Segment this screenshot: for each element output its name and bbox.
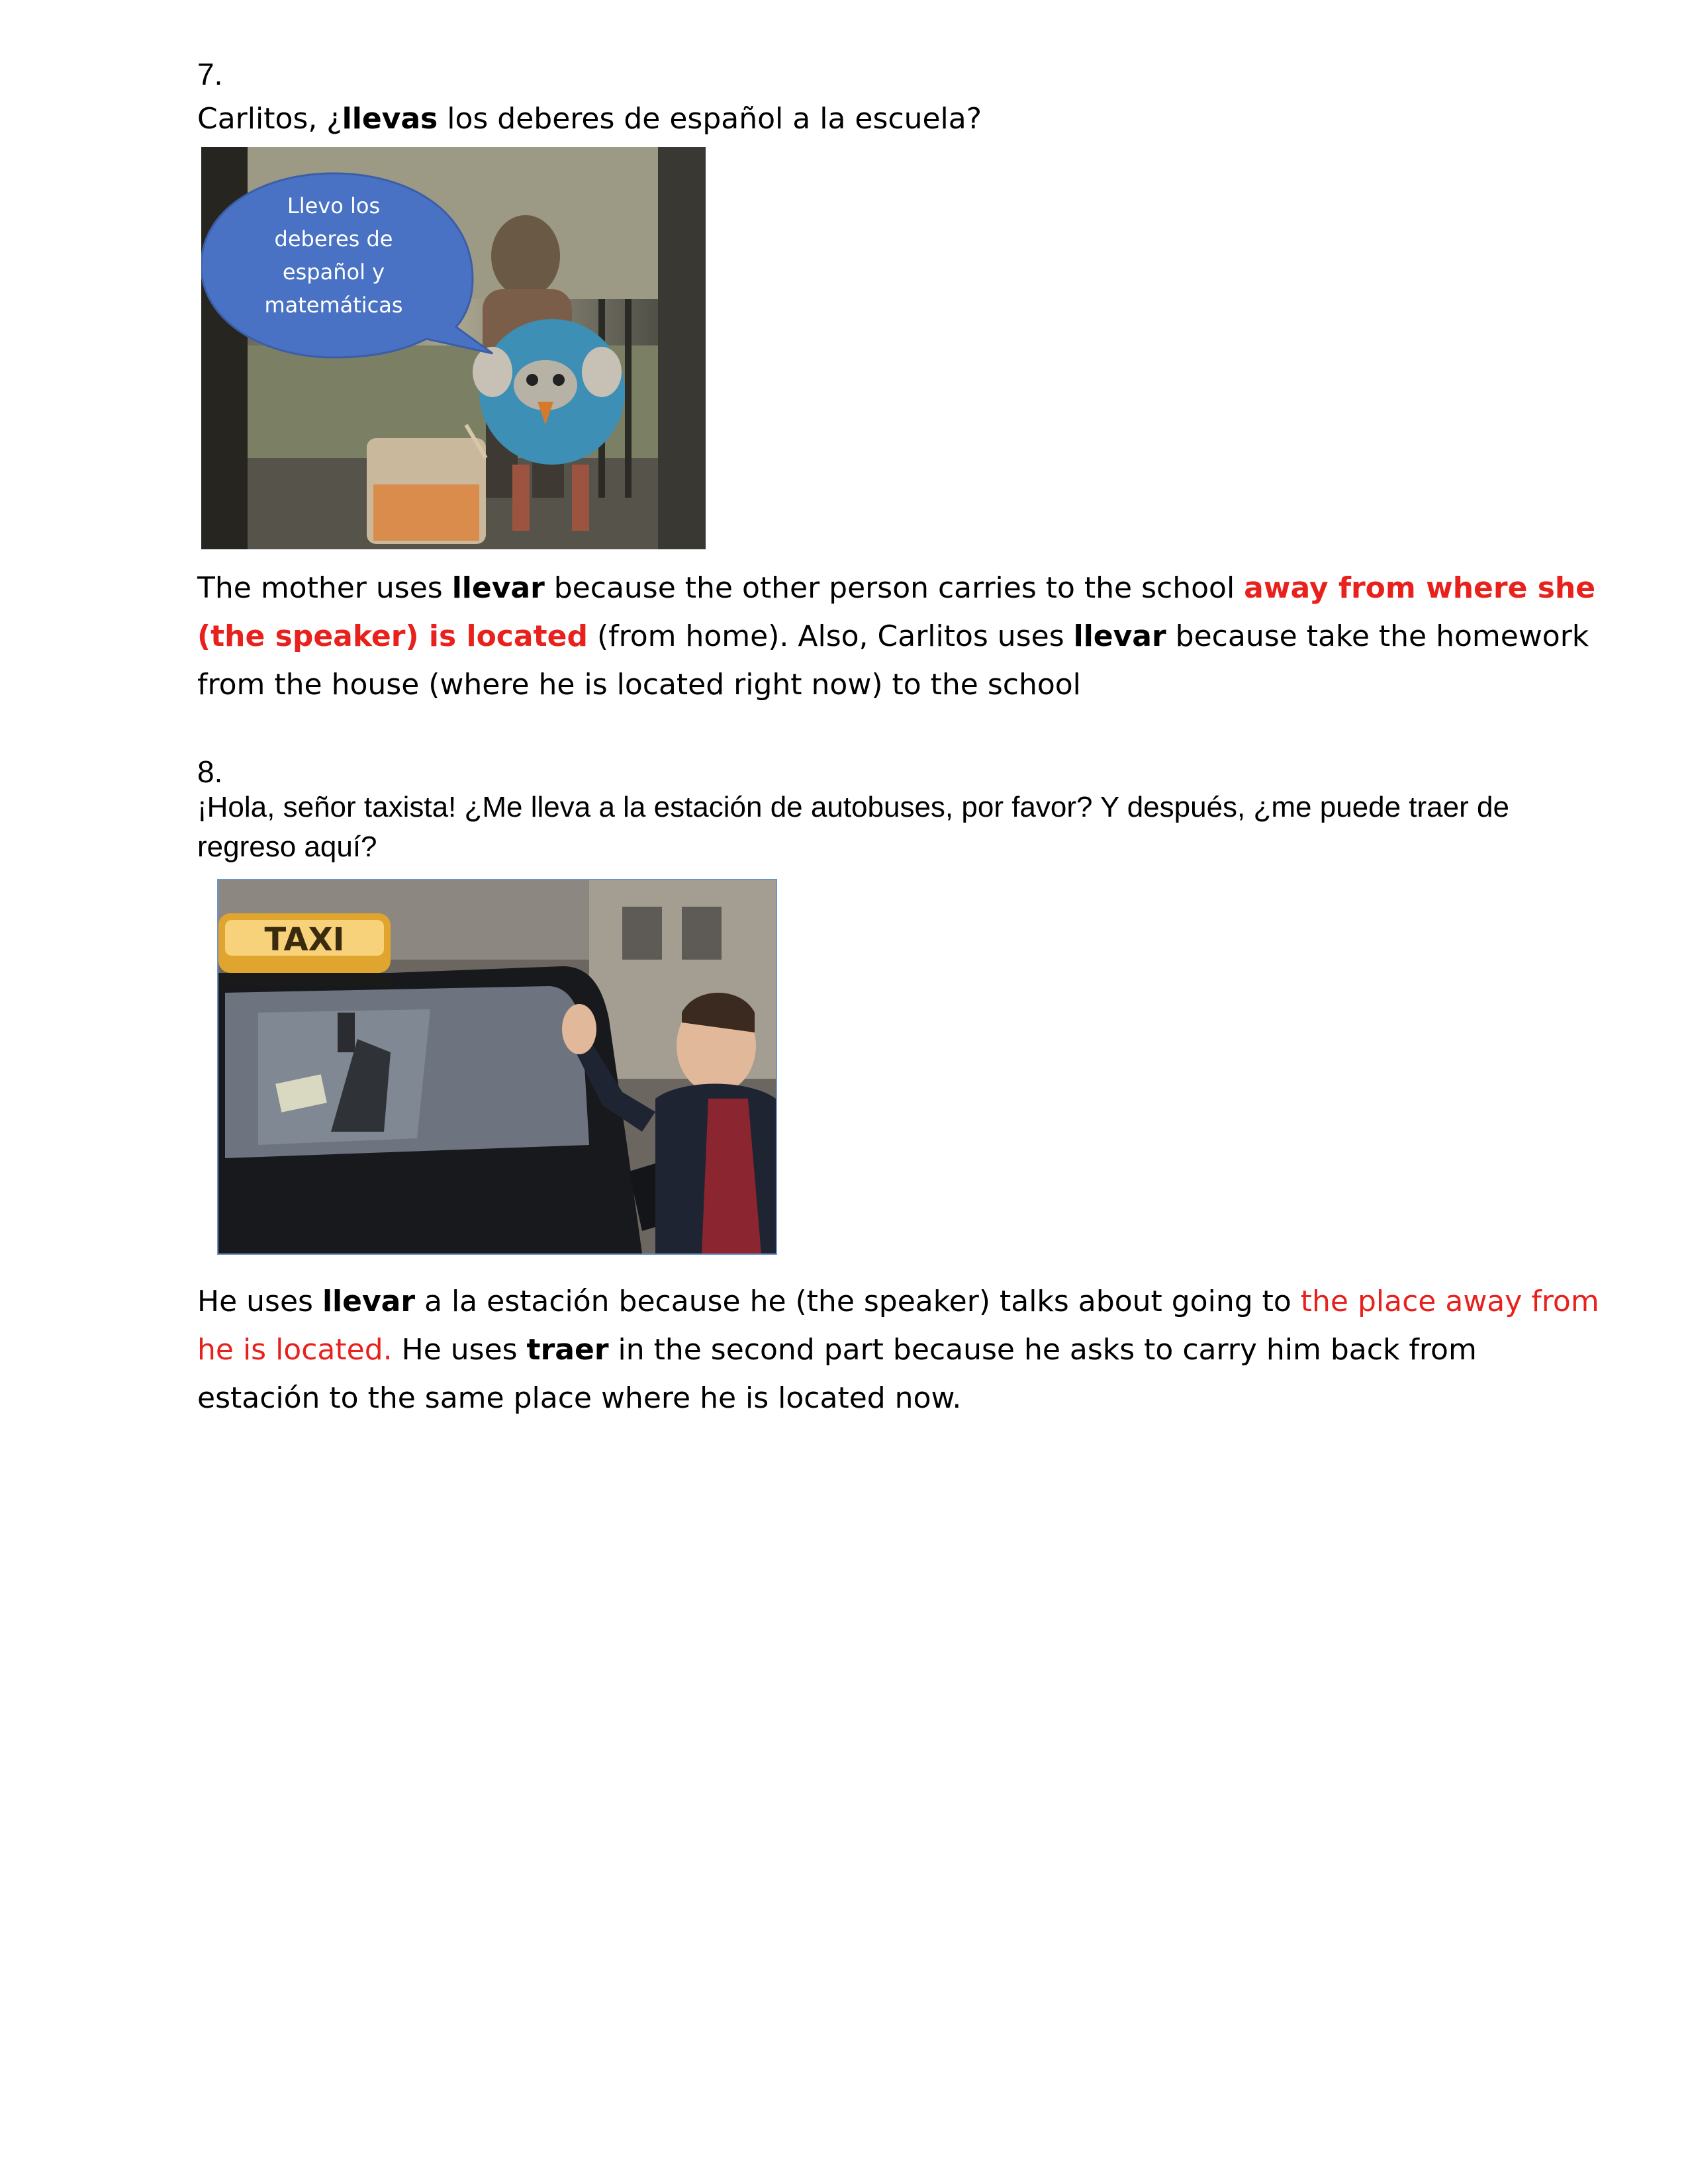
explanation-text: because take the homework from the house (where he is located right now) to the school [197, 619, 1589, 702]
explanation-text: He uses [197, 1285, 322, 1318]
question-8-explanation [197, 1277, 1607, 1422]
question-8-number: 8. [197, 754, 223, 789]
question-7-number: 7. [197, 57, 223, 91]
explanation-text: (from home). Also, Carlitos uses [587, 619, 1074, 653]
explanation-text: The mother uses [197, 571, 452, 605]
question-7-post: los deberes de español a la escuela? [438, 102, 982, 136]
question-7-verb: llevas [342, 102, 438, 136]
question-7-text [197, 101, 982, 138]
bubble-line-4: matemáticas [264, 293, 403, 318]
explanation-verb-llevar: llevar [451, 571, 545, 605]
explanation-verb-traer: traer [526, 1333, 609, 1367]
explanation-text: He uses [392, 1333, 527, 1367]
question-7-explanation [197, 564, 1607, 709]
taxi-sign-text: TAXI [264, 921, 345, 958]
explanation-highlight: away from where she (the speaker) is located [197, 571, 1596, 653]
explanation-verb-llevar: llevar [322, 1285, 416, 1318]
man-hailing-taxi-photo [217, 879, 777, 1255]
explanation-text: because the other person carries to the school [544, 571, 1244, 605]
bubble-line-3: español y [282, 259, 385, 285]
explanation-highlight: the place away from he is located. [197, 1285, 1599, 1367]
bubble-line-2: deberes de [274, 226, 393, 251]
bubble-line-1: Llevo los [287, 193, 381, 218]
question-8-text: ¡Hola, señor taxista! ¿Me lleva a la estación de autobuses, por favor? Y después, ¿me puede traer de regreso aquí? [197, 791, 1509, 863]
child-photo-illustration [201, 147, 706, 549]
taxi-photo-illustration [218, 880, 776, 1253]
explanation-text: a la estación because he (the speaker) talks about going to [415, 1285, 1301, 1318]
explanation-text: in the second part because he asks to carry him back from estación to the same place where he is located now. [197, 1333, 1477, 1415]
child-with-backpack-photo [201, 147, 706, 549]
question-7-pre: Carlitos, ¿ [197, 102, 342, 136]
explanation-verb-llevar: llevar [1073, 619, 1166, 653]
